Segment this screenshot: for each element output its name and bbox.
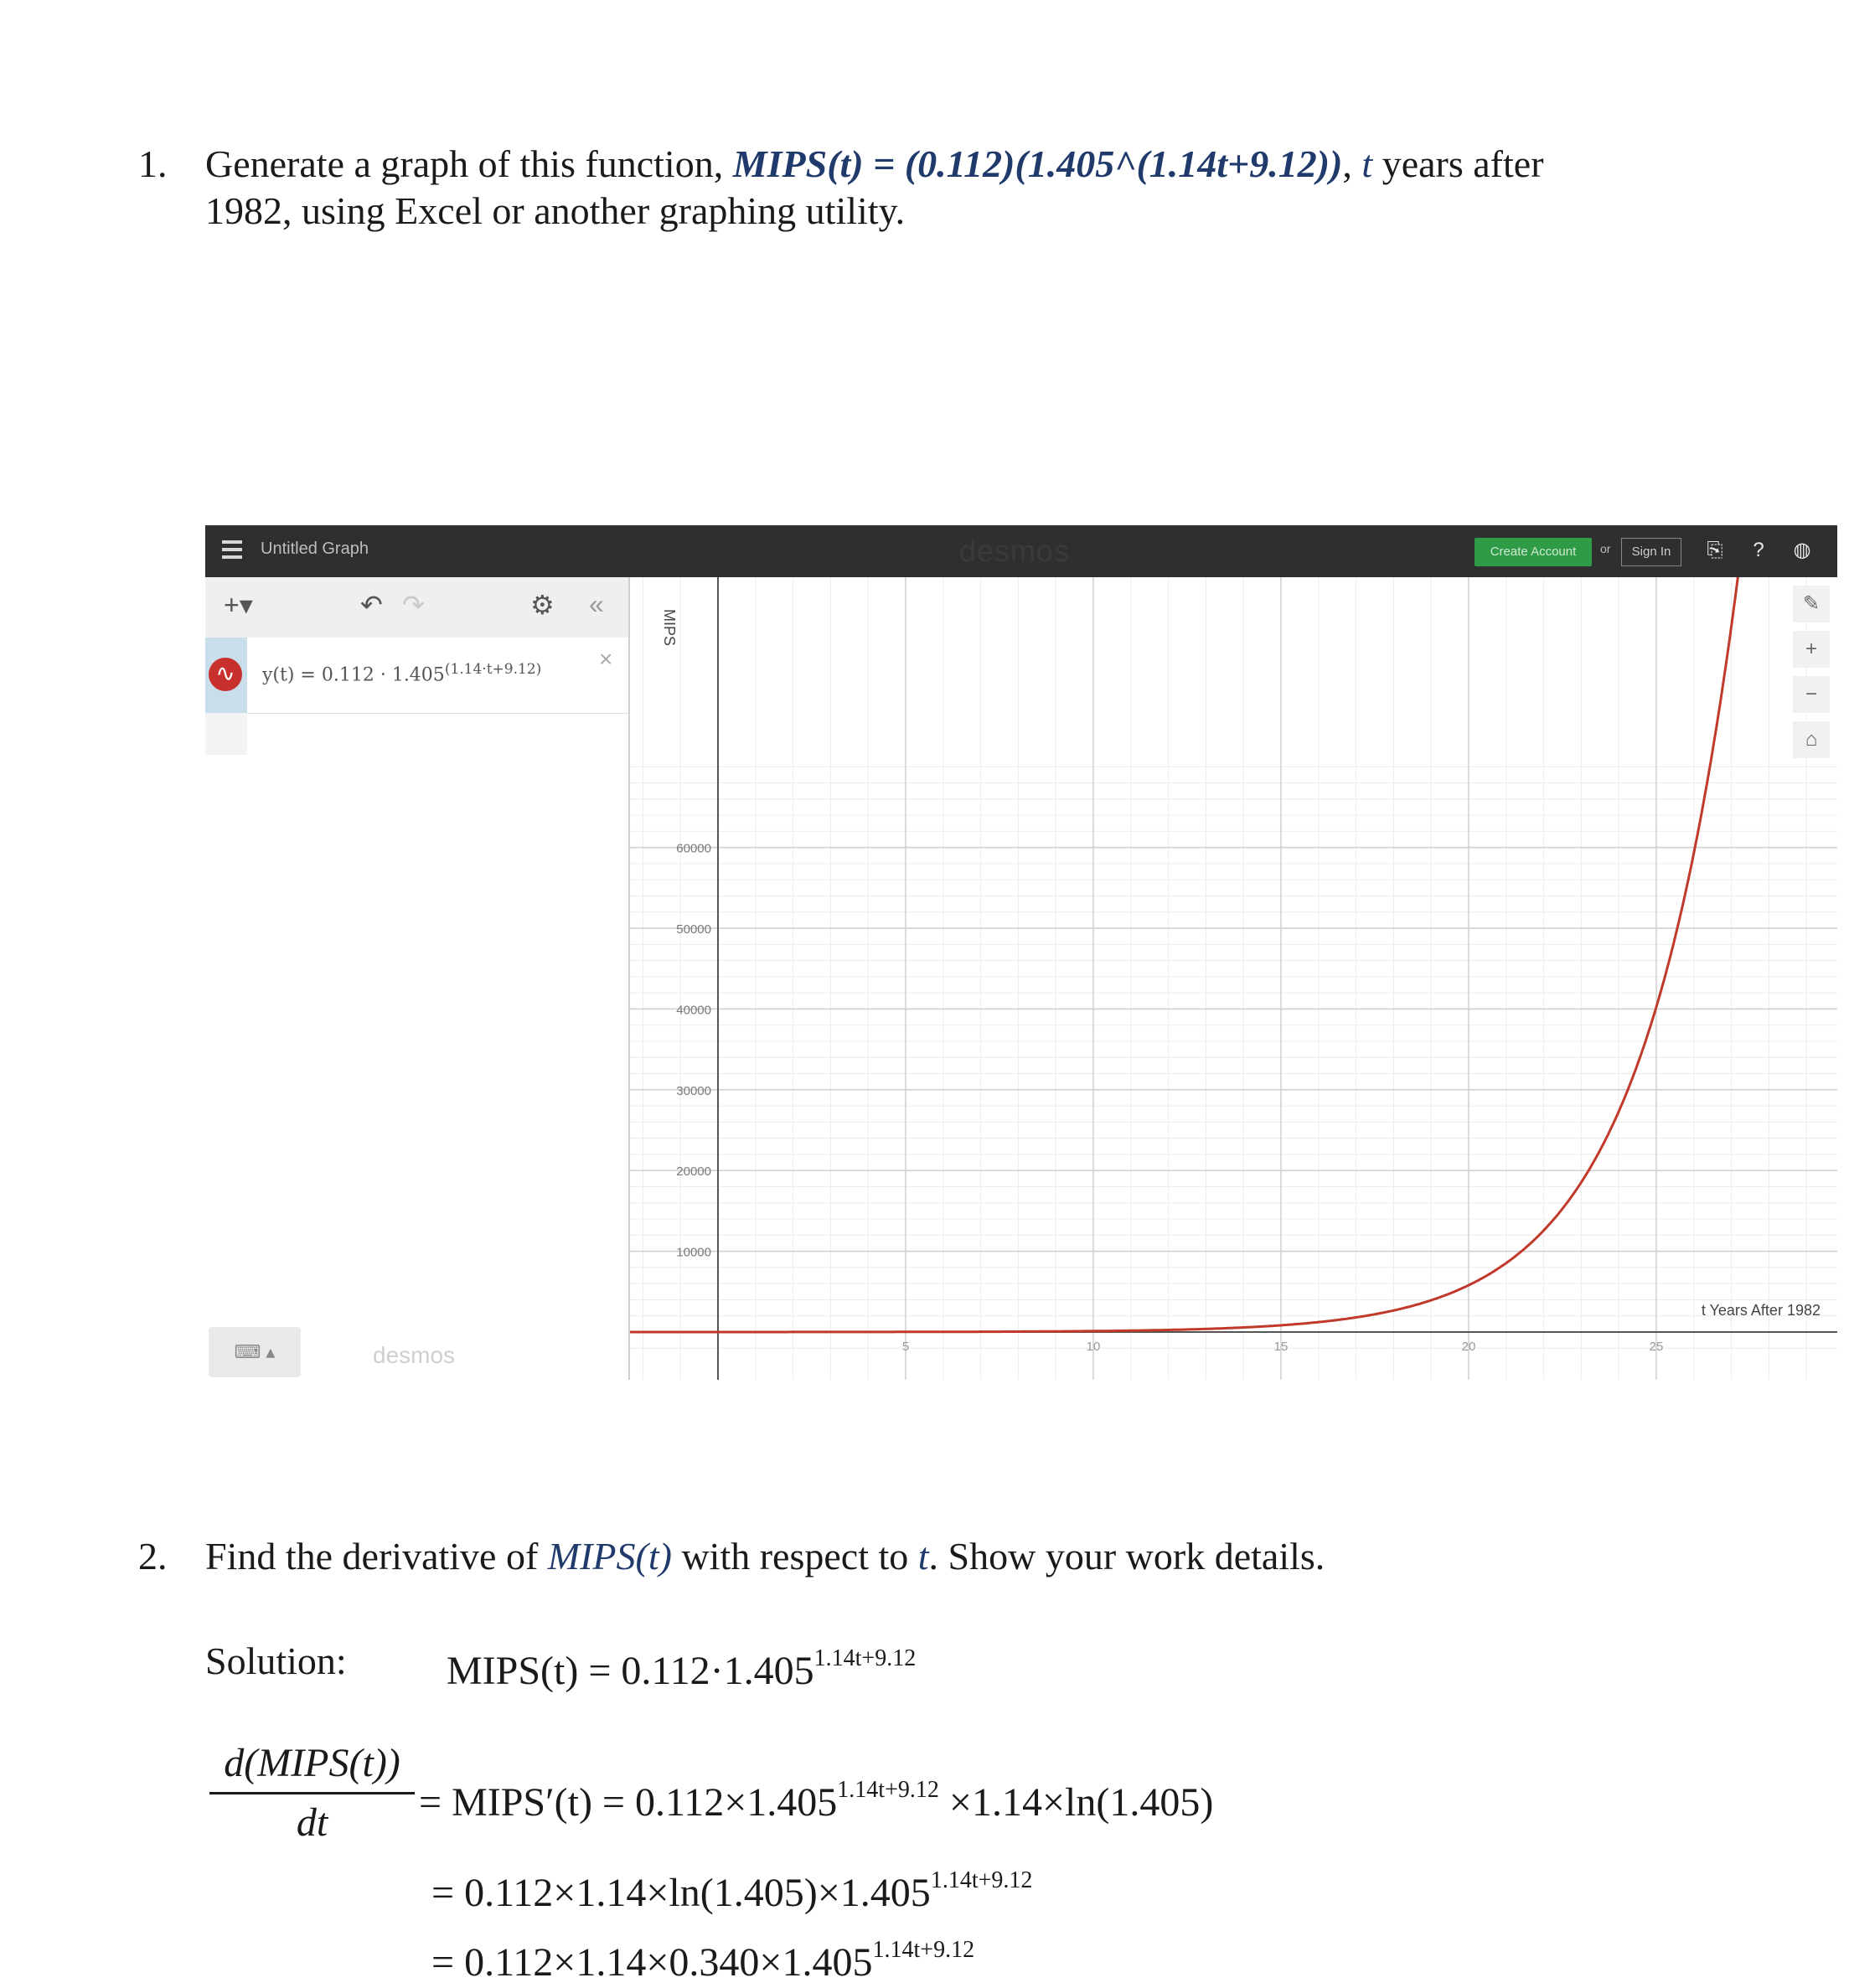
question-1-text-after: years after	[1372, 142, 1544, 185]
desmos-logo: desmos	[959, 534, 1071, 568]
graph-title[interactable]: Untitled Graph	[261, 540, 369, 558]
question-2-text: Find the derivative of	[205, 1535, 548, 1577]
question-2-text-mid: with respect to	[671, 1535, 918, 1577]
solution-line-3-base: = 0.112×1.14×ln(1.405)×1.405	[431, 1871, 931, 1915]
expression-panel	[205, 577, 628, 1380]
solution-line-2-tail: ×1.14×ln(1.405)	[938, 1780, 1214, 1825]
y-tick-label: 30000	[676, 1083, 711, 1098]
sign-in-button[interactable]: Sign In	[1621, 538, 1681, 566]
x-tick-label: 5	[901, 1340, 910, 1354]
solution-label: Solution:	[205, 1639, 347, 1682]
expression-input[interactable]	[262, 661, 541, 685]
x-tick-label: 25	[1649, 1340, 1664, 1354]
graph-settings-wrench-icon[interactable]: ✎	[1793, 586, 1830, 622]
solution-line-2-base: = MIPS′(t) = 0.112×1.405	[419, 1780, 838, 1825]
desmos-top-bar	[205, 525, 1837, 577]
x-tick-label: 20	[1461, 1340, 1476, 1354]
question-2-text-post: . Show your work details.	[928, 1535, 1325, 1577]
t-variable-2: t	[917, 1535, 929, 1577]
solution-line-2	[419, 1765, 1213, 1828]
solution-line-3-exponent: 1.14t+9.12	[930, 1867, 1033, 1893]
hamburger-menu-icon[interactable]	[222, 540, 242, 562]
x-axis-label: t Years After 1982	[1701, 1302, 1821, 1319]
solution-line-4-base: = 0.112×1.14×0.340×1.405	[431, 1940, 873, 1985]
x-tick-label: 15	[1273, 1340, 1289, 1354]
solution-line-1	[447, 1634, 916, 1696]
solution-line-3	[431, 1856, 1032, 1918]
x-tick-label: 10	[1086, 1340, 1101, 1354]
solution-line-2-exponent: 1.14t+9.12	[837, 1777, 939, 1803]
question-2-line	[205, 1533, 1325, 1580]
redo-icon[interactable]: ↷	[402, 590, 425, 620]
y-tick-label: 60000	[676, 841, 711, 856]
expression-row[interactable]	[205, 638, 628, 714]
empty-expression-row[interactable]	[205, 713, 247, 755]
major-grid	[630, 577, 1837, 1380]
expression-color-tab[interactable]	[205, 638, 247, 713]
language-globe-icon[interactable]: ◍	[1793, 539, 1811, 561]
y-tick-label: 50000	[676, 922, 711, 937]
add-item-button[interactable]: +▾	[224, 590, 253, 620]
expression-toolbar	[205, 577, 628, 638]
y-tick-label: 10000	[676, 1245, 711, 1260]
solution-line-1-exponent: 1.14t+9.12	[813, 1645, 917, 1671]
powered-by-desmos-logo: desmos	[373, 1342, 456, 1368]
y-tick-label: 40000	[676, 1003, 711, 1018]
zoom-in-button[interactable]: +	[1793, 631, 1830, 668]
function-definition: MIPS(t) = (0.112)(1.405^(1.14t+9.12))	[732, 142, 1343, 185]
keyboard-toggle-button[interactable]: ⌨ ▴	[209, 1327, 301, 1377]
tick-labels	[676, 842, 1663, 1354]
t-variable: t	[1361, 142, 1373, 185]
settings-gear-icon[interactable]: ⚙	[530, 590, 555, 620]
zoom-out-button[interactable]: −	[1793, 676, 1830, 713]
desmos-calculator	[205, 525, 1837, 1380]
y-axis-label: MIPS	[661, 609, 678, 647]
undo-icon[interactable]: ↶	[360, 590, 383, 620]
fraction-numerator: d(MIPS(t))	[224, 1741, 400, 1785]
comma: ,	[1342, 142, 1362, 185]
y-tick-label: 20000	[676, 1164, 711, 1180]
question-1-text: Generate a graph of this function,	[205, 142, 733, 185]
question-1-line-2: 1982, using Excel or another graphing utility.	[205, 189, 906, 232]
help-icon[interactable]: ?	[1753, 539, 1764, 561]
home-button[interactable]: ⌂	[1793, 721, 1830, 758]
create-account-button[interactable]: Create Account	[1475, 538, 1592, 566]
derivative-fraction	[209, 1738, 415, 1848]
collapse-panel-icon[interactable]: «	[589, 589, 604, 619]
delete-expression-icon[interactable]: ×	[599, 646, 613, 672]
mips-function: MIPS(t)	[547, 1535, 672, 1577]
graph-canvas[interactable]	[630, 577, 1837, 1380]
graph-controls	[1793, 586, 1830, 767]
solution-line-4-exponent: 1.14t+9.12	[872, 1937, 975, 1963]
curve-icon[interactable]: ∿	[209, 658, 242, 691]
fraction-bar	[209, 1792, 415, 1794]
share-icon[interactable]: ⎘	[1707, 539, 1723, 561]
question-2-number: 2.	[138, 1535, 168, 1577]
question-1-number: 1.	[138, 142, 168, 185]
expression-exponent: (1.14·t+9.12)	[444, 661, 542, 678]
solution-line-1-base: MIPS(t) = 0.112·1.405	[447, 1649, 814, 1693]
question-1-line-1	[205, 141, 1544, 188]
or-text: or	[1600, 542, 1611, 555]
fraction-denominator: dt	[296, 1800, 328, 1845]
expression-base: y(t) = 0.112 · 1.405	[262, 664, 445, 686]
